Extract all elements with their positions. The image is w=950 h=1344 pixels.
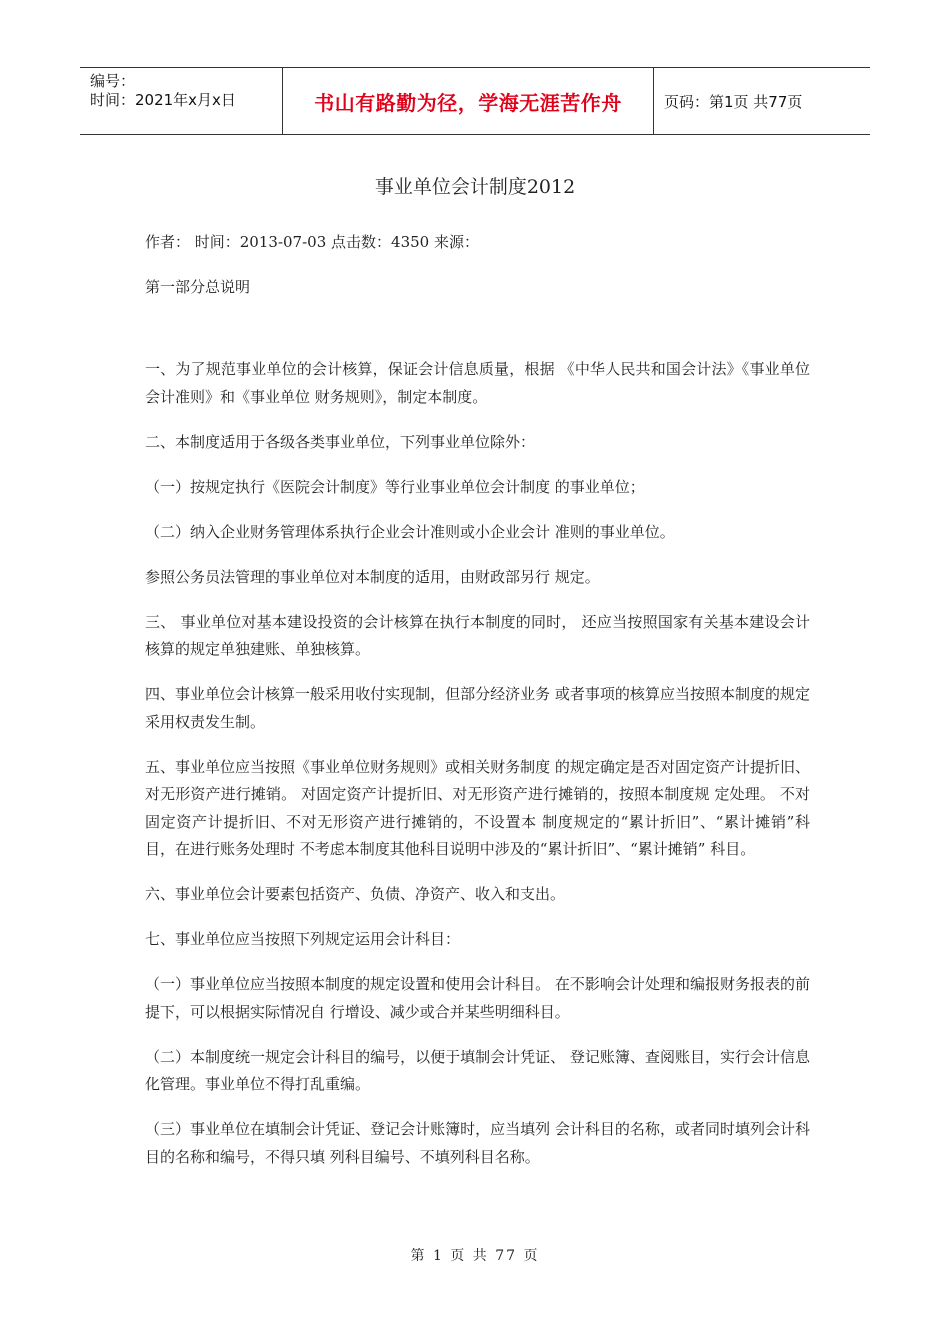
paragraph: （二）本制度统一规定会计科目的编号，以便于填制会计凭证、 登记账簿、查阅账目，实行会计信息化管理。事业单位不得打乱重编。 (145, 1047, 810, 1093)
header-motto-cell (282, 68, 654, 134)
time-label: 时间：2021年x月x日 (90, 91, 236, 109)
number-label: 编号： (90, 72, 136, 90)
paragraph: （一）事业单位应当按照本制度的规定设置和使用会计科目。 在不影响会计处理和编报财务报表的前提下，可以根据实际情况自 行增设、减少或合并某些明细科目。 (145, 975, 810, 1021)
document-title: 事业单位会计制度2012 (374, 176, 576, 198)
part-title: 第一部分总说明 (145, 278, 251, 296)
paragraph: （一）按规定执行《医院会计制度》等行业事业单位会计制度 的事业单位； (145, 477, 645, 496)
paragraph: （二）纳入企业财务管理体系执行企业会计准则或小企业会计 准则的事业单位。 (145, 522, 675, 541)
paragraph: （三）事业单位在填制会计凭证、登记会计账簿时，应当填列 会计科目的名称，或者同时填列会计科目的名称和编号，不得只填 列科目编号、不填列科目名称。 (145, 1120, 810, 1166)
header-page-cell (654, 68, 870, 134)
paragraph: 五、事业单位应当按照《事业单位财务规则》或相关财务制度 的规定确定是否对固定资产计提折旧、对无形资产进行摊销。 对固定资产计提折旧、对无形资产进行摊销的，按照本制度规 定处理。 不对固定资产计提折旧、不对无形资产进行摊销的，不设置本 制度规定的“累计折旧”、“累计摊销”科目，在进行账务处理时 不考虑本制度其他科目说明中涉及的“累计折旧”、“累计摊销” 科目。 (145, 757, 810, 858)
header-table (80, 67, 870, 135)
paragraph: 七、事业单位应当按照下列规定运用会计科目： (145, 930, 461, 948)
page-info: 页码：第1页 共77页 (664, 92, 803, 111)
header-info-cell (80, 68, 282, 134)
paragraph: 一、为了规范事业单位的会计核算，保证会计信息质量，根据 《中华人民共和国会计法》《事业单位会计准则》和《事业单位 财务规则》，制定本制度。 (145, 360, 810, 406)
paragraph: 二、本制度适用于各级各类事业单位，下列事业单位除外： (145, 432, 536, 451)
paragraph: 四、事业单位会计核算一般采用收付实现制，但部分经济业务 或者事项的核算应当按照本制度的规定采用权责发生制。 (145, 685, 810, 731)
document-meta: 作者： 时间：2013-07-03 点击数：4350 来源： (145, 233, 479, 251)
paragraph: 三、 事业单位对基本建设投资的会计核算在执行本制度的同时， 还应当按照国家有关基本建设会计核算的规定单独建账、单独核算。 (145, 612, 810, 658)
paragraph: 参照公务员法管理的事业单位对本制度的适用，由财政部另行 规定。 (145, 567, 600, 586)
page-footer: 第 1 页 共 77 页 (410, 1248, 540, 1264)
motto-text: 书山有路勤为径，学海无涯苦作舟 (314, 90, 622, 115)
document-body (145, 356, 810, 1189)
paragraph: 六、事业单位会计要素包括资产、负债、净资产、收入和支出。 (145, 885, 566, 903)
